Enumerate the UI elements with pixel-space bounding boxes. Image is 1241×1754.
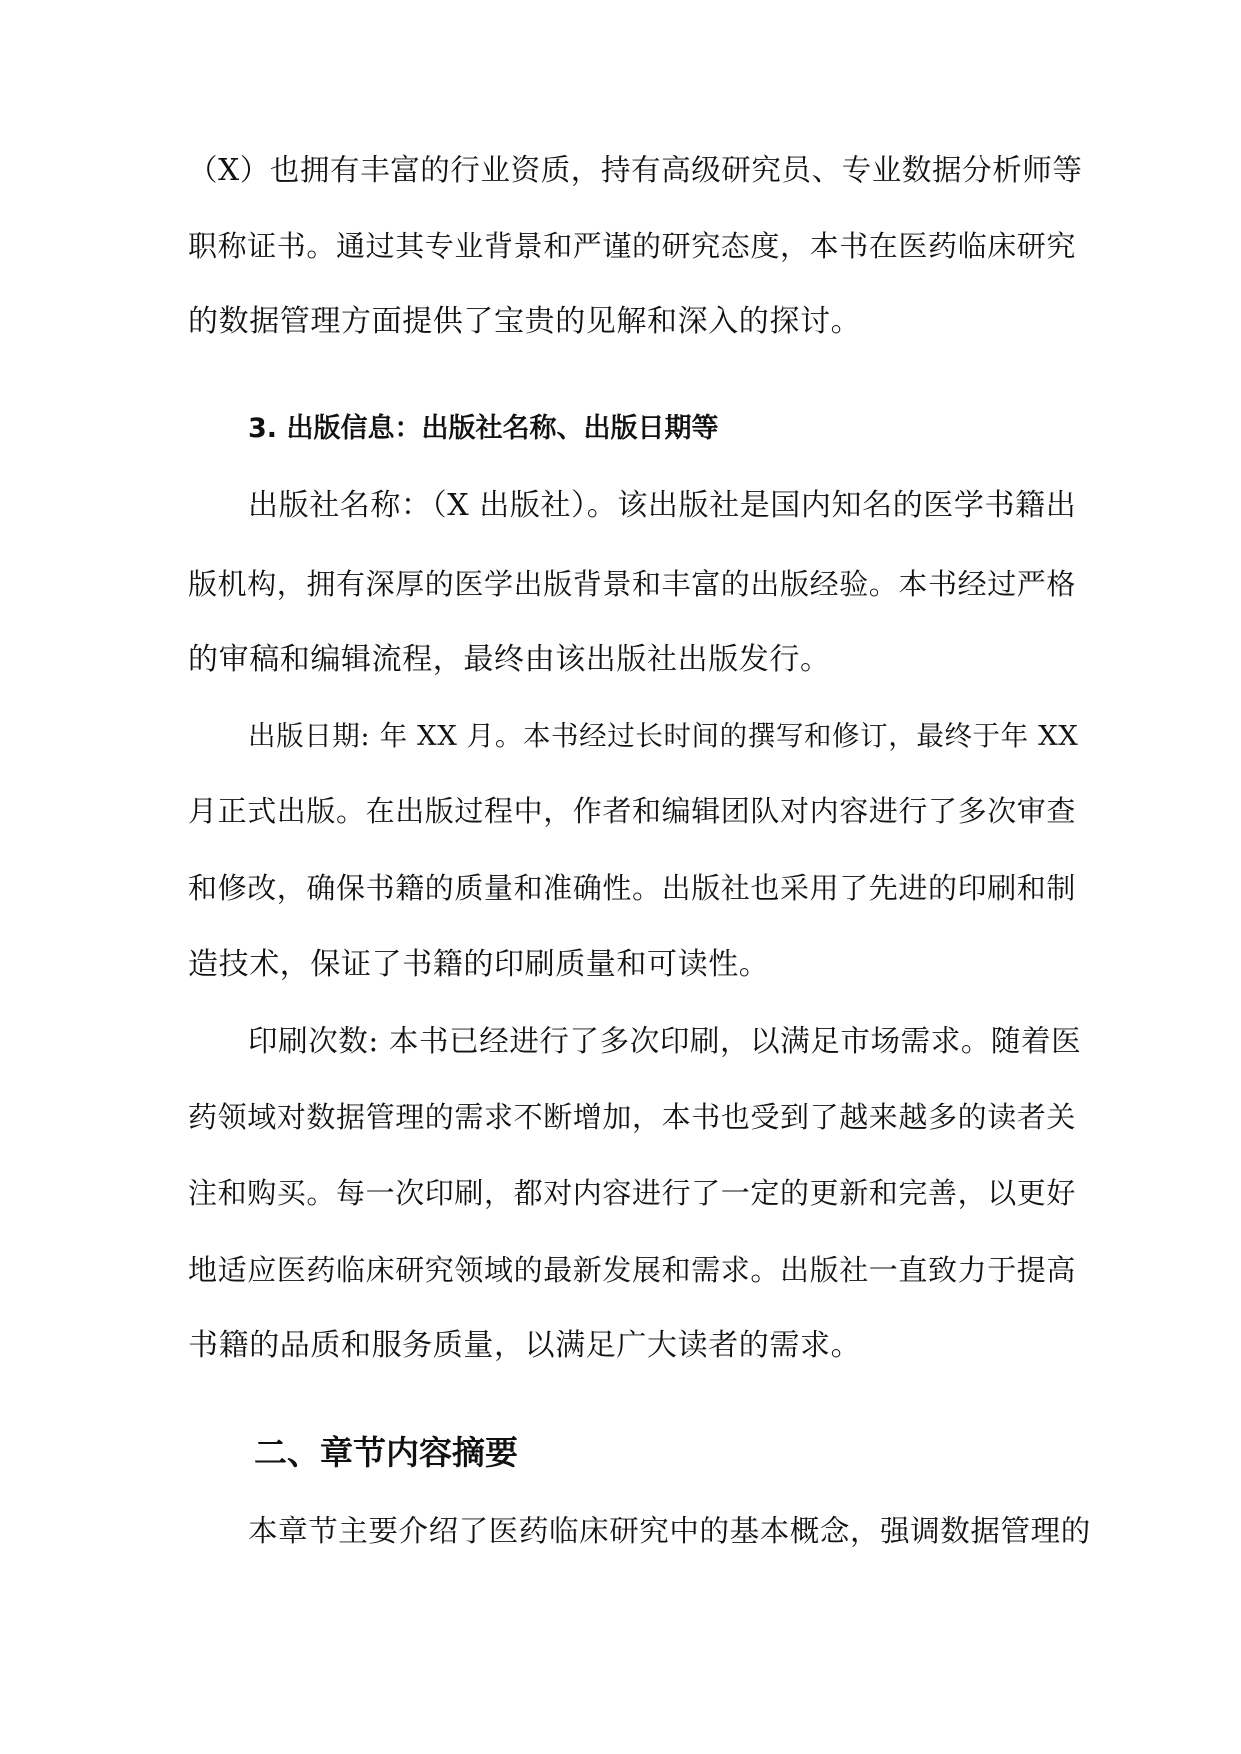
paragraph-line: 地适应医药临床研究领域的最新发展和需求。出版社一直致力于提高	[188, 1253, 1077, 1287]
paragraph-line: 出版社名称：（X 出版社）。该出版社是国内知名的医学书籍出	[248, 488, 1077, 523]
paragraph-line: 药领域对数据管理的需求不断增加，本书也受到了越来越多的读者关	[188, 1100, 1077, 1134]
paragraph-line: 职称证书。通过其专业背景和严谨的研究态度，本书在医药临床研究	[188, 229, 1077, 263]
paragraph-line: 印刷次数: 本书已经进行了多次印刷，以满足市场需求。随着医	[248, 1024, 1082, 1058]
paragraph-line: 书籍的品质和服务质量，以满足广大读者的需求。	[188, 1328, 862, 1363]
chapter-heading: 二、章节内容摘要	[254, 1433, 518, 1472]
paragraph-line: （X）也拥有丰富的行业资质，持有高级研究员、专业数据分析师等	[188, 153, 1083, 187]
paragraph-line: 的数据管理方面提供了宝贵的见解和深入的探讨。	[188, 304, 862, 339]
paragraph-line: 注和购买。每一次印刷，都对内容进行了一定的更新和完善，以更好	[188, 1176, 1077, 1210]
paragraph-line: 造技术，保证了书籍的印刷质量和可读性。	[188, 947, 770, 982]
paragraph-line: 月正式出版。在出版过程中，作者和编辑团队对内容进行了多次审查	[188, 794, 1077, 828]
paragraph-line: 出版日期: 年 XX 月。本书经过长时间的撰写和修订，最终于年 XX	[248, 720, 1079, 752]
section-heading: 3. 出版信息：出版社名称、出版日期等	[248, 413, 719, 444]
paragraph-line: 和修改，确保书籍的质量和准确性。出版社也采用了先进的印刷和制	[188, 871, 1077, 905]
paragraph-line: 的审稿和编辑流程，最终由该出版社出版发行。	[188, 642, 831, 677]
paragraph-line: 本章节主要介绍了医药临床研究中的基本概念，强调数据管理的	[248, 1514, 1091, 1548]
paragraph-line: 版机构，拥有深厚的医学出版背景和丰富的出版经验。本书经过严格	[188, 567, 1077, 601]
